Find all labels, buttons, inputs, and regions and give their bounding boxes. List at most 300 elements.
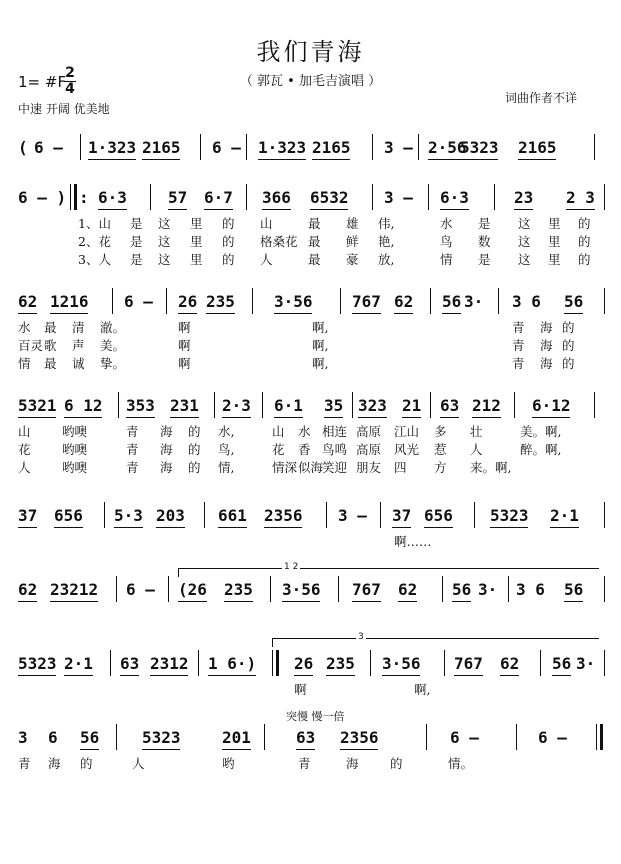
lyric-word: 伟, (378, 216, 395, 231)
double-bar-line-thick (276, 650, 279, 676)
bar-line (494, 184, 495, 210)
note-group: 2356 (264, 506, 303, 525)
beam-line (80, 749, 99, 750)
lyric-word: 是 (478, 216, 491, 231)
lyric-word: 花 (18, 442, 31, 457)
note-group: 26 (294, 654, 314, 673)
double-bar-line-thick (74, 184, 77, 210)
bar-line (540, 650, 541, 676)
note-group: 2356 (340, 728, 379, 747)
bar-line (430, 392, 431, 418)
beam-line (282, 601, 320, 602)
lyric-word: 啊, (414, 682, 431, 697)
lyric-word: 2、花 (78, 234, 111, 249)
beam-line (500, 675, 519, 676)
beam-line (126, 417, 155, 418)
note-group: 1·323 (88, 138, 137, 157)
note-group: (26 (178, 580, 207, 599)
lyric-word: 海 (48, 756, 61, 771)
lyric-word: 相连 (322, 424, 348, 439)
lyric-word: 人 (132, 756, 145, 771)
beam-line (222, 749, 251, 750)
lyric-word: 情 (18, 356, 31, 371)
note-group: 6·3 (440, 188, 469, 207)
lyric-word: 是 (130, 216, 143, 231)
lyric-word: 情 (440, 252, 453, 267)
bar-line (514, 392, 515, 418)
beam-line (440, 209, 469, 210)
lyric-word: 高原 (356, 442, 382, 457)
note-group: 37 (392, 506, 412, 525)
lyric-word: 清 (72, 320, 85, 335)
lyric-word: 啊 (178, 338, 191, 353)
lyric-word: 鸟 (440, 234, 453, 249)
note-group: 6·3 (98, 188, 127, 207)
note-group: 6 – (450, 728, 479, 747)
note-group: 23 (514, 188, 534, 207)
lyric-word: 的 (562, 320, 575, 335)
beam-line (312, 159, 350, 160)
note-group: 2·1 (550, 506, 579, 525)
lyric-word: 啊 (178, 356, 191, 371)
bar-line (444, 650, 445, 676)
lyric-word: 水 (298, 424, 311, 439)
note-group: 3 6 (512, 292, 541, 311)
beam-line (142, 159, 180, 160)
bar-line (116, 724, 117, 750)
note-group: 231 (170, 396, 199, 415)
lyric-word: 的 (222, 252, 235, 267)
lyric-word: 雄 (346, 216, 359, 231)
beam-line (452, 601, 471, 602)
lyric-word: 啊, (312, 356, 329, 371)
bar-line (198, 650, 199, 676)
beam-line (324, 417, 343, 418)
bar-line (200, 134, 201, 160)
note-group: 203 (156, 506, 185, 525)
note-group: 6·1 (274, 396, 303, 415)
bar-line (516, 724, 517, 750)
lyric-word: 山 (18, 424, 31, 439)
bar-line (380, 502, 381, 528)
beam-line (382, 675, 420, 676)
lyric-word: 是 (478, 252, 491, 267)
note-group: 6 – (538, 728, 567, 747)
lyric-word: 的 (188, 424, 201, 439)
beam-line (310, 209, 348, 210)
note-group: 62 (18, 580, 38, 599)
tempo-marking: 中速 开阔 优美地 (18, 102, 110, 116)
beam-line (274, 417, 303, 418)
bar-line (474, 502, 475, 528)
bar-line (326, 502, 327, 528)
note-group: 3· (576, 654, 596, 673)
lyric-row-1 (0, 754, 621, 772)
note-group: 56 (442, 292, 462, 311)
beam-line (208, 675, 256, 676)
note-group: 235 (206, 292, 235, 311)
note-group: 3 – (338, 506, 367, 525)
lyric-word: 壮 (470, 424, 483, 439)
lyric-word: 高原 (356, 424, 382, 439)
bar-line (112, 288, 113, 314)
note-group: 661 (218, 506, 247, 525)
lyric-word: 里 (548, 234, 561, 249)
bar-line (428, 184, 429, 210)
lyric-word: 豪 (346, 252, 359, 267)
lyric-word: 方 (434, 460, 447, 475)
lyric-word: 的 (390, 756, 403, 771)
lyric-word: 鲜 (346, 234, 359, 249)
lyric-word: 朋友 (356, 460, 382, 475)
lyric-word: 哟噢 (62, 442, 88, 457)
note-group: 6 12 (64, 396, 103, 415)
lyric-word: 的 (578, 252, 591, 267)
lyric-word: 是 (130, 252, 143, 267)
lyric-word: 最 (44, 356, 57, 371)
lyric-word: 花 (272, 442, 285, 457)
beam-line (326, 675, 355, 676)
beam-line (156, 527, 185, 528)
time-top: 2 (65, 65, 75, 81)
lyric-row-1 (0, 422, 621, 440)
beam-line (392, 527, 411, 528)
note-group: 353 (126, 396, 155, 415)
lyric-word: 人 (18, 460, 31, 475)
double-bar-line (272, 650, 273, 676)
lyric-word: 哟 (222, 756, 235, 771)
note-group: 767 (454, 654, 483, 673)
lyric-row-2 (0, 440, 621, 458)
bar-line (418, 134, 419, 160)
double-bar-line-thick (600, 724, 603, 750)
lyric-word: 海 (540, 338, 553, 353)
beam-line (264, 527, 302, 528)
lyric-word: 哟噢 (62, 460, 88, 475)
lyric-word: 挚。 (100, 356, 126, 371)
volta-bracket-2 (272, 638, 599, 647)
lyric-word: 海 (160, 442, 173, 457)
lyric-word: 里 (190, 252, 203, 267)
lyric-word: 啊 (178, 320, 191, 335)
beam-line (442, 313, 461, 314)
note-group: 63 (296, 728, 316, 747)
lyric-word: 美。啊, (520, 424, 562, 439)
beam-line (142, 749, 180, 750)
lyric-word: 的 (222, 216, 235, 231)
lyric-word: 的 (562, 356, 575, 371)
bar-line (594, 134, 595, 160)
lyric-word: 最 (308, 252, 321, 267)
lyric-word: 情, (218, 460, 235, 475)
note-group: 1 6·) (208, 654, 257, 673)
lyric-word: 香 (298, 442, 311, 457)
bar-line (508, 576, 509, 602)
beam-line (120, 675, 139, 676)
lyric-word: 海 (540, 356, 553, 371)
note-group: 56 (80, 728, 100, 747)
beam-line (170, 417, 199, 418)
note-group: 3·56 (274, 292, 313, 311)
lyric-word: 啊, (312, 320, 329, 335)
lyric-word: 多 (434, 424, 447, 439)
lyric-word: 美。 (100, 338, 126, 353)
note-group: 3 – (384, 188, 413, 207)
beam-line (98, 209, 127, 210)
beam-line (64, 675, 93, 676)
lyric-word: 海 (160, 460, 173, 475)
beam-line (218, 527, 247, 528)
lyric-word: 是 (130, 234, 143, 249)
bar-line (604, 576, 605, 602)
beam-line (18, 313, 37, 314)
bar-line (214, 392, 215, 418)
note-group: 62 (398, 580, 418, 599)
bar-line (352, 392, 353, 418)
lyric-word: 山 (272, 424, 285, 439)
lyric-word: 诚 (72, 356, 85, 371)
note-group: 6532 (310, 188, 349, 207)
note-group: 3·56 (282, 580, 321, 599)
bar-line (246, 184, 247, 210)
lyric-word: 这 (518, 252, 531, 267)
note-group: 6 – ) (18, 188, 67, 207)
note-group: 5323 (490, 506, 529, 525)
lyric-word: 青 (512, 320, 525, 335)
lyric-word: 青 (298, 756, 311, 771)
beam-line (262, 209, 291, 210)
bar-line (270, 576, 271, 602)
note-group: 57 (168, 188, 188, 207)
lyric-word: 1、山 (78, 216, 111, 231)
beam-line (88, 159, 136, 160)
lyric-word: 这 (518, 216, 531, 231)
note-group: 56 (564, 292, 584, 311)
lyric-word: 格桑花 (260, 234, 298, 249)
note-group: 26 (178, 292, 198, 311)
note-group: ( (18, 138, 28, 157)
beam-line (178, 313, 197, 314)
volta-bracket-1 (178, 568, 599, 577)
beam-line (352, 601, 381, 602)
lyric-row-3 (0, 250, 621, 268)
note-group: 56 (564, 580, 584, 599)
lyric-word: 青 (126, 424, 139, 439)
note-group: 5323 (142, 728, 181, 747)
note-group: 62 (500, 654, 520, 673)
note-group: 6·12 (532, 396, 571, 415)
lyric-word: 青 (126, 460, 139, 475)
lyric-word: 这 (158, 216, 171, 231)
beam-line (64, 417, 102, 418)
note-group: 5323 (460, 138, 499, 157)
note-group: 2·1 (64, 654, 93, 673)
double-bar-line (596, 724, 597, 750)
beam-line (222, 417, 251, 418)
lyric-word: 青 (512, 338, 525, 353)
beam-line (18, 675, 56, 676)
lyric-row-2 (0, 336, 621, 354)
beam-line (18, 417, 56, 418)
lyric-row-2 (0, 232, 621, 250)
bar-line (110, 650, 111, 676)
lyric-word: 人 (260, 252, 273, 267)
note-group: 767 (352, 580, 381, 599)
lyric-word: 来。啊, (470, 460, 512, 475)
bar-line (604, 502, 605, 528)
bar-line (338, 576, 339, 602)
note-group: 62 (394, 292, 414, 311)
lyric-word: 青 (126, 442, 139, 457)
double-bar-line (70, 184, 71, 210)
beam-line (224, 601, 253, 602)
lyric-word: 这 (158, 252, 171, 267)
lyric-word: 最 (308, 216, 321, 231)
beam-line (18, 527, 37, 528)
note-group: 235 (224, 580, 253, 599)
bar-line (604, 184, 605, 210)
note-group: 6 – (212, 138, 241, 157)
beam-line (50, 601, 98, 602)
lyric-word: 山 (260, 216, 273, 231)
bar-line (442, 576, 443, 602)
lyric-word: 哟噢 (62, 424, 88, 439)
bar-line (426, 724, 427, 750)
lyric-word: 里 (548, 216, 561, 231)
note-group: 2312 (150, 654, 189, 673)
note-group: 5323 (18, 654, 57, 673)
beam-line (294, 675, 313, 676)
beam-line (394, 313, 413, 314)
lyric-word: 这 (158, 234, 171, 249)
volta-label-1: 1 2 (284, 562, 299, 572)
bar-line (498, 288, 499, 314)
beam-line (490, 527, 528, 528)
lyric-word: 的 (80, 756, 93, 771)
note-group: 3 – (384, 138, 413, 157)
lyric-word: 澈。 (100, 320, 126, 335)
repeat-sign: : (79, 188, 89, 207)
lyric-word: 数 (478, 234, 491, 249)
ending-tempo-note: 突慢 慢一倍 (286, 710, 345, 723)
note-group: 2 3 (566, 188, 595, 207)
beam-line (398, 601, 417, 602)
note-group: 21 (402, 396, 422, 415)
beam-line (150, 675, 188, 676)
lyric-word: 海 (540, 320, 553, 335)
note-group: 6 (48, 728, 58, 747)
lyric-word: 人 (470, 442, 483, 457)
lyric-word: 的 (562, 338, 575, 353)
lyric-word: 里 (548, 252, 561, 267)
note-group: 56 (452, 580, 472, 599)
lyric-word: 啊 (294, 682, 307, 697)
lyric-word: 水, (218, 424, 235, 439)
bar-line (118, 392, 119, 418)
note-group: 767 (352, 292, 381, 311)
beam-line (18, 601, 37, 602)
beam-line (258, 159, 306, 160)
beam-line (518, 159, 556, 160)
lyric-word: 里 (190, 234, 203, 249)
note-group: 235 (326, 654, 355, 673)
note-group: 366 (262, 188, 291, 207)
lyric-word: 水 (18, 320, 31, 335)
note-group: 63 (440, 396, 460, 415)
note-group: 1·323 (258, 138, 307, 157)
note-group: 3 (18, 728, 28, 747)
beam-line (296, 749, 315, 750)
lyric-word: 江山 (394, 424, 420, 439)
beam-line (552, 675, 571, 676)
lyric-word: 的 (578, 234, 591, 249)
note-group: 2165 (312, 138, 351, 157)
bar-line (252, 288, 253, 314)
note-group: 6 – (124, 292, 153, 311)
volta-label-2: 3 (358, 632, 364, 642)
lyric-word: 青 (512, 356, 525, 371)
note-group: 212 (472, 396, 501, 415)
bar-line (262, 392, 263, 418)
time-signature (64, 66, 76, 97)
bar-line (168, 576, 169, 602)
lyric-word: 鸟鸣 (322, 442, 348, 457)
note-group: 62 (18, 292, 38, 311)
beam-line (168, 209, 187, 210)
lyric-word: 这 (518, 234, 531, 249)
singer-credit: （ 郭瓦 • 加毛吉演唱 ） (239, 74, 382, 89)
beam-line (206, 313, 235, 314)
bar-line (604, 650, 605, 676)
beam-line (402, 417, 421, 418)
note-group: 6·7 (204, 188, 233, 207)
note-group: 1216 (50, 292, 89, 311)
note-group: 2·56 (428, 138, 467, 157)
lyric-word: 声 (72, 338, 85, 353)
note-group: 5·3 (114, 506, 143, 525)
beam-line (204, 209, 233, 210)
bar-line (116, 576, 117, 602)
bar-line (430, 288, 431, 314)
note-group: 5321 (18, 396, 57, 415)
lyric-word: 里 (190, 216, 203, 231)
lyric-word: 百灵 (18, 338, 44, 353)
lyric-word: 的 (222, 234, 235, 249)
lyric-word: 放, (378, 252, 395, 267)
note-group: 323 (358, 396, 387, 415)
lyric-word: 情深 (272, 460, 298, 475)
bar-line (80, 134, 81, 160)
beam-line (178, 601, 207, 602)
note-group: 6 – (34, 138, 63, 157)
note-group: 2·3 (222, 396, 251, 415)
beam-line (564, 313, 583, 314)
beam-line (532, 417, 570, 418)
lyric-word: 水 (440, 216, 453, 231)
beam-line (566, 209, 595, 210)
bar-line (264, 724, 265, 750)
bar-line (604, 288, 605, 314)
key-signature: 1= #F (18, 73, 67, 91)
note-group: 23212 (50, 580, 99, 599)
lyric-row-1 (0, 532, 621, 550)
lyric-word: 的 (188, 442, 201, 457)
bar-line (246, 134, 247, 160)
beam-line (114, 527, 143, 528)
time-bottom: 4 (65, 81, 75, 97)
note-group: 56 (552, 654, 572, 673)
note-group: 201 (222, 728, 251, 747)
